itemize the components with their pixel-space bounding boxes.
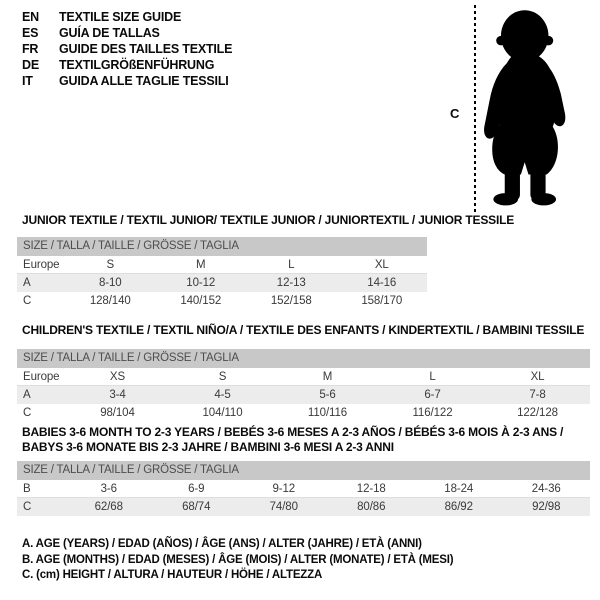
table-cell: 122/128 [517,407,558,419]
language-code: IT [22,74,33,88]
table-body [17,368,590,422]
language-label: GUIDA ALLE TAGLIE TESSILI [59,74,229,88]
size-table-babies [17,461,590,516]
language-list [22,9,232,89]
table-cell: 6-9 [188,483,205,495]
section-title-line1: BABIES 3-6 MONTH TO 2-3 YEARS / BEBÉS 3-6 MESES A 2-3 AÑOS / BÉBÉS 3-6 MOIS À 2-3 ANS / [22,425,564,439]
table-row [17,292,427,310]
table-cell: 152/158 [270,295,312,307]
table-cell: XL [530,371,545,383]
table-cell: 12-13 [276,277,306,289]
row-label: C [23,407,32,419]
table-cell: 74/80 [269,501,298,513]
table-cell: 4-5 [214,389,231,401]
footnote-age-months: B. AGE (MONTHS) / EDAD (MESES) / ÂGE (MOIS) / ALTER (MONATE) / ETÀ (MESI) [22,553,454,566]
language-label: GUÍA DE TALLAS [59,26,160,40]
table-cell: 86/92 [444,501,473,513]
table-cell: 24-36 [531,483,561,495]
row-label: Europe [23,371,60,383]
table-cell: 6-7 [424,389,441,401]
footnote-age-years: A. AGE (YEARS) / EDAD (AÑOS) / ÂGE (ANS) / ALTER (JAHRE) / ETÀ (ANNI) [22,538,422,550]
table-cell: XS [109,371,126,383]
footnote-height-cm: C. (cm) HEIGHT / ALTURA / HAUTEUR / HÖHE / ALTEZZA [22,569,323,581]
table-row [17,274,427,292]
size-table-children [17,349,590,422]
table-cell: 9-12 [272,483,296,495]
footnotes [22,537,453,584]
table-cell: 158/170 [361,295,403,307]
row-label: C [23,295,32,307]
table-cell: 14-16 [367,277,397,289]
table-cell: M [322,371,333,383]
table-cell: 62/68 [94,501,123,513]
table-cell: 128/140 [89,295,131,307]
language-label: TEXTILE SIZE GUIDE [59,10,182,24]
table-cell: 7-8 [529,389,546,401]
table-cell: 92/98 [532,501,561,513]
language-row-es [22,25,232,41]
table-cell: 104/110 [202,407,243,419]
row-label: Europe [23,259,60,271]
table-body [17,256,427,310]
table-cell: 116/122 [412,407,453,419]
height-measure-label: C [450,106,460,121]
row-label: A [23,277,31,289]
table-cell: 80/86 [357,501,386,513]
size-header-bar: SIZE / TALLA / TAILLE / GRÖSSE / TAGLIA [17,461,590,480]
language-code: ES [22,26,39,40]
table-cell: 68/74 [182,501,211,513]
row-label: B [23,483,31,495]
table-row [17,404,590,422]
table-cell: S [218,371,227,383]
size-table-junior [17,237,427,310]
table-body [17,480,590,516]
size-header-bar: SIZE / TALLA / TAILLE / GRÖSSE / TAGLIA [17,349,590,368]
table-cell: 140/152 [180,295,222,307]
table-row [17,480,590,498]
table-cell: L [288,259,295,271]
language-code: EN [22,10,39,24]
row-label: C [23,501,32,513]
table-cell: 5-6 [319,389,336,401]
section-title-children: CHILDREN'S TEXTILE / TEXTIL NIÑO/A / TEXTILE DES ENFANTS / KINDERTEXTIL / BAMBINI TESSILE [22,323,585,337]
table-cell: 3-4 [109,389,126,401]
language-code: DE [22,58,39,72]
language-row-de [22,57,232,73]
language-row-en [22,9,232,25]
table-row [17,498,590,516]
height-dotted-line [474,5,476,213]
table-cell: 98/104 [100,407,135,419]
section-title-junior: JUNIOR TEXTILE / TEXTIL JUNIOR/ TEXTILE JUNIOR / JUNIORTEXTIL / JUNIOR TESSILE [22,213,515,227]
row-label: A [23,389,31,401]
table-row [17,368,590,386]
table-cell: L [429,371,436,383]
table-cell: 12-18 [356,483,386,495]
language-label: TEXTILGRÖßENFÜHRUNG [59,58,215,72]
baby-silhouette-icon [481,6,576,212]
table-row [17,256,427,274]
language-row-fr [22,41,232,57]
table-cell: 8-10 [98,277,122,289]
table-cell: M [196,259,206,271]
table-cell: S [106,259,115,271]
section-title-line2: BABYS 3-6 MONATE BIS 2-3 JAHRE / BAMBINI 3-6 MESI A 2-3 ANNI [22,439,394,454]
table-row [17,386,590,404]
section-title-babies [22,425,563,454]
language-label: GUIDE DES TAILLES TEXTILE [59,42,233,56]
language-code: FR [22,42,39,56]
table-cell: 18-24 [444,483,474,495]
table-cell: 110/116 [307,407,348,419]
table-cell: 10-12 [186,277,216,289]
table-cell: XL [374,259,389,271]
size-header-bar: SIZE / TALLA / TAILLE / GRÖSSE / TAGLIA [17,237,427,256]
language-row-it [22,73,232,89]
table-cell: 3-6 [100,483,117,495]
